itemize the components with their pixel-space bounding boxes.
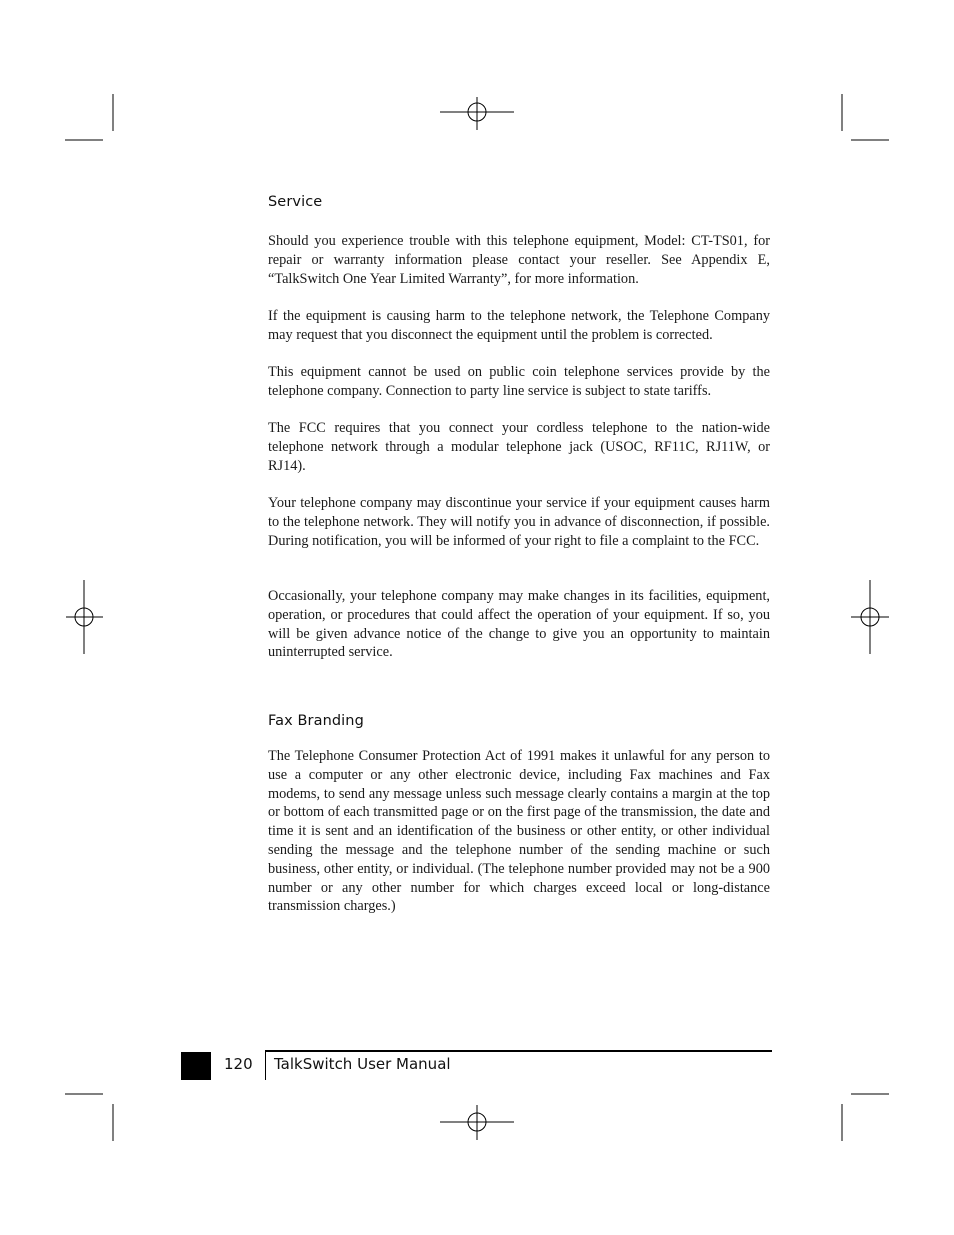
section-heading-service: Service: [268, 194, 323, 210]
service-paragraph: The FCC requires that you connect your cordless telephone to the nation-wide telephone network through a modular telephone jack (USOC, RF11C, RJ11W, or RJ14).: [268, 420, 770, 474]
registration-mark-bottom: [440, 1105, 514, 1140]
service-paragraph: This equipment cannot be used on public coin telephone services provide by the telephone company. Connection to party line service is subject to state tariffs.: [268, 364, 770, 399]
service-paragraph: Your telephone company may discontinue your service if your equipment causes harm to the telephone network. They will notify you in advance of disconnection, if possible. During notification, you will be informed of your right to file a complaint to the FCC.: [268, 495, 770, 549]
footer-page-tab: [181, 1052, 211, 1080]
footer-rule: [265, 1050, 772, 1052]
footer-title: TalkSwitch User Manual: [274, 1055, 451, 1073]
registration-mark-right: [851, 580, 889, 654]
service-paragraph: Occasionally, your telephone company may make changes in its facilities, equipment, operation, or procedures that could affect the operation of your equipment. If so, you will be given advance notice of the change to give you an opportunity to maintain uninterrupted service.: [268, 588, 770, 661]
fax-branding-paragraph: The Telephone Consumer Protection Act of 1991 makes it unlawful for any person to use a computer or any other electronic device, including Fax machines and Fax modems, to send any message unless such message clearly contains a margin at the top or bottom of each transmitted page or on the first page of the transmission, the date and time it is sent and an identification of the business or other entity, or other individual sending the message and the telephone number of the sending machine or such business, other entity, or individual. (The telephone number provided may not be a 900 number or any other number for which charges exceed local or long-distance transmission charges.): [268, 748, 770, 915]
registration-mark-top: [440, 97, 514, 130]
page-number: 120: [224, 1055, 253, 1073]
service-paragraph: If the equipment is causing harm to the telephone network, the Telephone Company may request that you disconnect the equipment until the problem is corrected.: [268, 308, 770, 343]
registration-mark-left: [66, 580, 103, 654]
footer-divider: [265, 1052, 266, 1080]
section-heading-fax-branding: Fax Branding: [268, 713, 364, 729]
service-paragraph: Should you experience trouble with this telephone equipment, Model: CT-TS01, for repair or warranty information please contact your reseller. See Appendix E, “TalkSwitch One Year Limited Warranty”, for more information.: [268, 233, 770, 287]
